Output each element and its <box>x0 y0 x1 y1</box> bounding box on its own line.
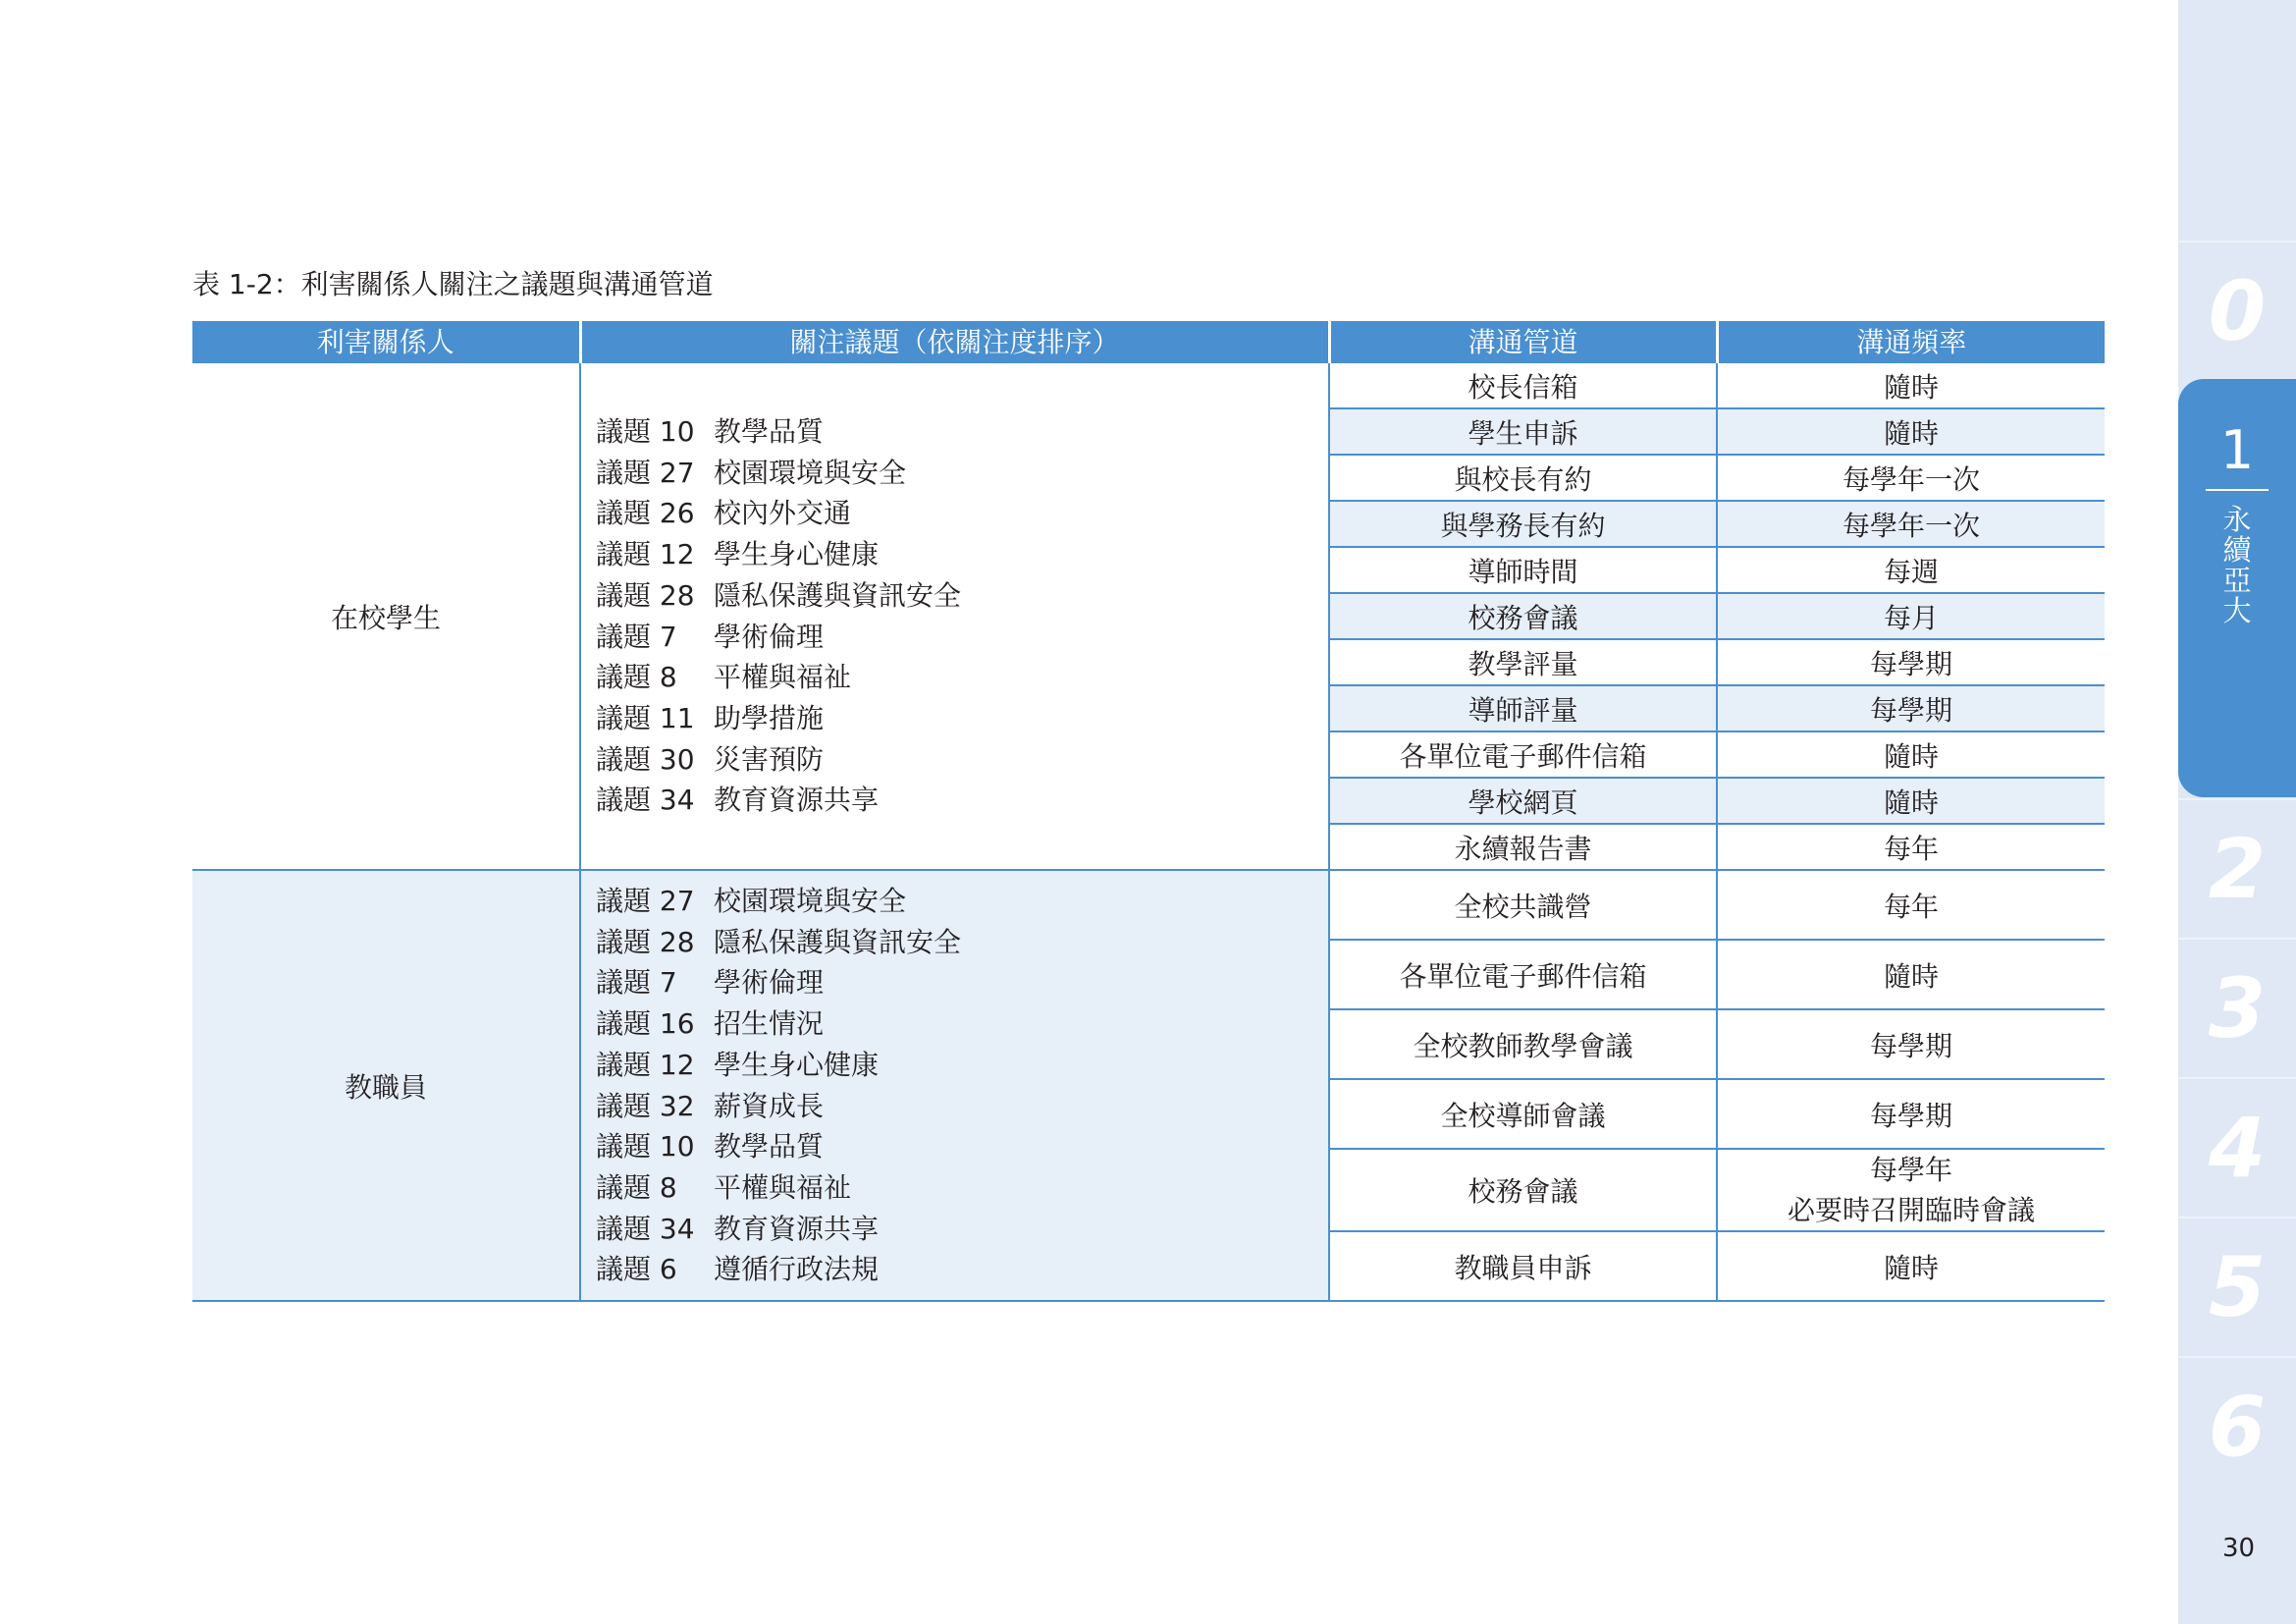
frequency-cell: 隨時 <box>1717 408 2105 455</box>
issue-name: 薪資成長 <box>714 1089 825 1122</box>
issue-item <box>596 1167 1328 1209</box>
stakeholder-cell: 教職員 <box>192 870 580 1301</box>
issue-name: 平權與福祉 <box>714 1170 852 1204</box>
issue-item <box>596 534 1328 575</box>
issue-item <box>596 453 1328 494</box>
issue-name: 隱私保護與資訊安全 <box>714 578 962 612</box>
channel-cell: 校長信箱 <box>1329 363 1717 408</box>
stakeholder-table <box>192 321 2105 1302</box>
issue-number: 議題 11 <box>596 701 695 734</box>
issue-number: 議題 34 <box>596 1212 695 1245</box>
table-row <box>192 870 2105 940</box>
channel-cell: 永續報告書 <box>1329 824 1717 870</box>
issue-number: 議題 28 <box>596 578 695 612</box>
stakeholder-cell: 在校學生 <box>192 363 580 870</box>
frequency-cell: 每月 <box>1717 593 2105 639</box>
active-chapter-number: 1 <box>2219 419 2255 481</box>
frequency-cell: 每學期 <box>1717 685 2105 731</box>
issue-item <box>596 1249 1328 1290</box>
issue-number: 議題 30 <box>596 742 695 776</box>
channel-cell: 各單位電子郵件信箱 <box>1329 731 1717 778</box>
issue-item <box>596 1086 1328 1127</box>
frequency-cell: 每年 <box>1717 870 2105 940</box>
issue-number: 議題 6 <box>596 1253 677 1286</box>
issue-name: 災害預防 <box>714 742 825 776</box>
issue-name: 學術倫理 <box>714 966 825 1000</box>
issue-number: 議題 7 <box>596 620 677 653</box>
chapter-sidenav <box>2178 0 2296 1624</box>
chapter-number: 2 <box>2208 821 2267 917</box>
channel-cell: 教學評量 <box>1329 639 1717 685</box>
active-chapter-divider <box>2206 489 2269 491</box>
channel-cell: 全校導師會議 <box>1329 1079 1717 1149</box>
channel-cell: 學生申訴 <box>1329 408 1717 455</box>
issue-item <box>596 922 1328 963</box>
issue-number: 議題 32 <box>596 1089 695 1122</box>
issue-name: 教育資源共享 <box>714 784 880 817</box>
channel-cell: 學校網頁 <box>1329 778 1717 824</box>
issue-name: 助學措施 <box>714 701 825 734</box>
frequency-cell: 每週 <box>1717 547 2105 593</box>
frequency-cell: 每學期 <box>1717 1009 2105 1079</box>
channel-cell: 全校共識營 <box>1329 870 1717 940</box>
channel-cell: 與學務長有約 <box>1329 501 1717 547</box>
header-issues: 關注議題（依關注度排序） <box>580 321 1329 363</box>
issue-number: 議題 8 <box>596 1170 677 1204</box>
frequency-cell <box>1717 1149 2105 1231</box>
frequency-cell: 每學期 <box>1717 1079 2105 1149</box>
channel-cell: 導師評量 <box>1329 685 1717 731</box>
issue-name: 學生身心健康 <box>714 538 880 571</box>
issue-number: 議題 7 <box>596 966 677 1000</box>
issue-name: 校園環境與安全 <box>714 456 907 489</box>
issue-item <box>596 1045 1328 1086</box>
channel-cell: 全校教師教學會議 <box>1329 1009 1717 1079</box>
issue-name: 學術倫理 <box>714 620 825 653</box>
issue-name: 隱私保護與資訊安全 <box>714 925 962 958</box>
issue-number: 議題 34 <box>596 784 695 817</box>
table-caption: 表 1-2：利害關係人關注之議題與溝通管道 <box>192 268 714 300</box>
chapter-tab-0[interactable] <box>2178 241 2296 380</box>
issues-cell <box>580 363 1329 870</box>
frequency-cell: 隨時 <box>1717 778 2105 824</box>
issue-item <box>596 1126 1328 1167</box>
frequency-line: 必要時召開臨時會議 <box>1787 1194 2035 1226</box>
channel-cell: 教職員申訴 <box>1329 1231 1717 1301</box>
issue-item <box>596 962 1328 1003</box>
chapter-tab-2[interactable] <box>2178 798 2296 938</box>
header-stakeholder: 利害關係人 <box>192 321 580 363</box>
issue-number: 議題 12 <box>596 1048 695 1081</box>
issue-item <box>596 698 1328 739</box>
chapter-number: 0 <box>2208 263 2267 359</box>
issue-number: 議題 16 <box>596 1007 695 1041</box>
issue-item <box>596 1209 1328 1250</box>
chapter-tab-6[interactable] <box>2178 1356 2296 1495</box>
page-number: 30 <box>2222 1534 2256 1563</box>
issue-item <box>596 881 1328 922</box>
issue-number: 議題 8 <box>596 661 677 694</box>
frequency-cell: 隨時 <box>1717 731 2105 778</box>
issue-number: 議題 10 <box>596 1130 695 1164</box>
active-chapter-label: 永續亞大 <box>2222 503 2252 627</box>
channel-cell: 校務會議 <box>1329 593 1717 639</box>
chapter-number: 4 <box>2208 1100 2267 1196</box>
table-row <box>192 363 2105 408</box>
issue-number: 議題 26 <box>596 497 695 530</box>
issue-name: 招生情況 <box>714 1007 825 1041</box>
frequency-cell: 每學年一次 <box>1717 501 2105 547</box>
issues-cell <box>580 870 1329 1301</box>
issue-item <box>596 657 1328 698</box>
frequency-cell: 隨時 <box>1717 363 2105 408</box>
frequency-cell: 隨時 <box>1717 940 2105 1009</box>
issue-name: 學生身心健康 <box>714 1048 880 1081</box>
table-header-row <box>192 321 2105 363</box>
header-channel: 溝通管道 <box>1329 321 1717 363</box>
channel-cell: 各單位電子郵件信箱 <box>1329 940 1717 1009</box>
frequency-cell: 每學期 <box>1717 639 2105 685</box>
issue-name: 教學品質 <box>714 1130 825 1164</box>
issue-number: 議題 28 <box>596 925 695 958</box>
issue-item <box>596 493 1328 534</box>
chapter-tab-3[interactable] <box>2178 938 2296 1077</box>
chapter-tab-5[interactable] <box>2178 1217 2296 1356</box>
chapter-number: 5 <box>2208 1239 2267 1335</box>
issue-number: 議題 10 <box>596 414 695 448</box>
frequency-line: 每學年 <box>1869 1154 1952 1186</box>
channel-cell: 校務會議 <box>1329 1149 1717 1231</box>
issue-item <box>596 411 1328 453</box>
chapter-number: 6 <box>2208 1379 2267 1475</box>
frequency-cell: 每年 <box>1717 824 2105 870</box>
issue-name: 校內外交通 <box>714 497 852 530</box>
issue-number: 議題 27 <box>596 884 695 917</box>
channel-cell: 導師時間 <box>1329 547 1717 593</box>
issue-name: 平權與福祉 <box>714 661 852 694</box>
channel-cell: 與校長有約 <box>1329 455 1717 501</box>
issue-item <box>596 780 1328 821</box>
issue-item <box>596 739 1328 781</box>
issue-name: 教學品質 <box>714 414 825 448</box>
header-frequency: 溝通頻率 <box>1717 321 2105 363</box>
issue-number: 議題 27 <box>596 456 695 489</box>
chapter-tab-1-active[interactable] <box>2178 379 2296 797</box>
issue-name: 教育資源共享 <box>714 1212 880 1245</box>
chapter-tab-4[interactable] <box>2178 1077 2296 1217</box>
chapter-number: 3 <box>2208 960 2267 1056</box>
frequency-cell: 隨時 <box>1717 1231 2105 1301</box>
issue-item <box>596 575 1328 617</box>
frequency-cell: 每學年一次 <box>1717 455 2105 501</box>
issue-number: 議題 12 <box>596 538 695 571</box>
issue-item <box>596 617 1328 658</box>
issue-name: 遵循行政法規 <box>714 1253 880 1286</box>
issue-name: 校園環境與安全 <box>714 884 907 917</box>
issue-item <box>596 1003 1328 1045</box>
